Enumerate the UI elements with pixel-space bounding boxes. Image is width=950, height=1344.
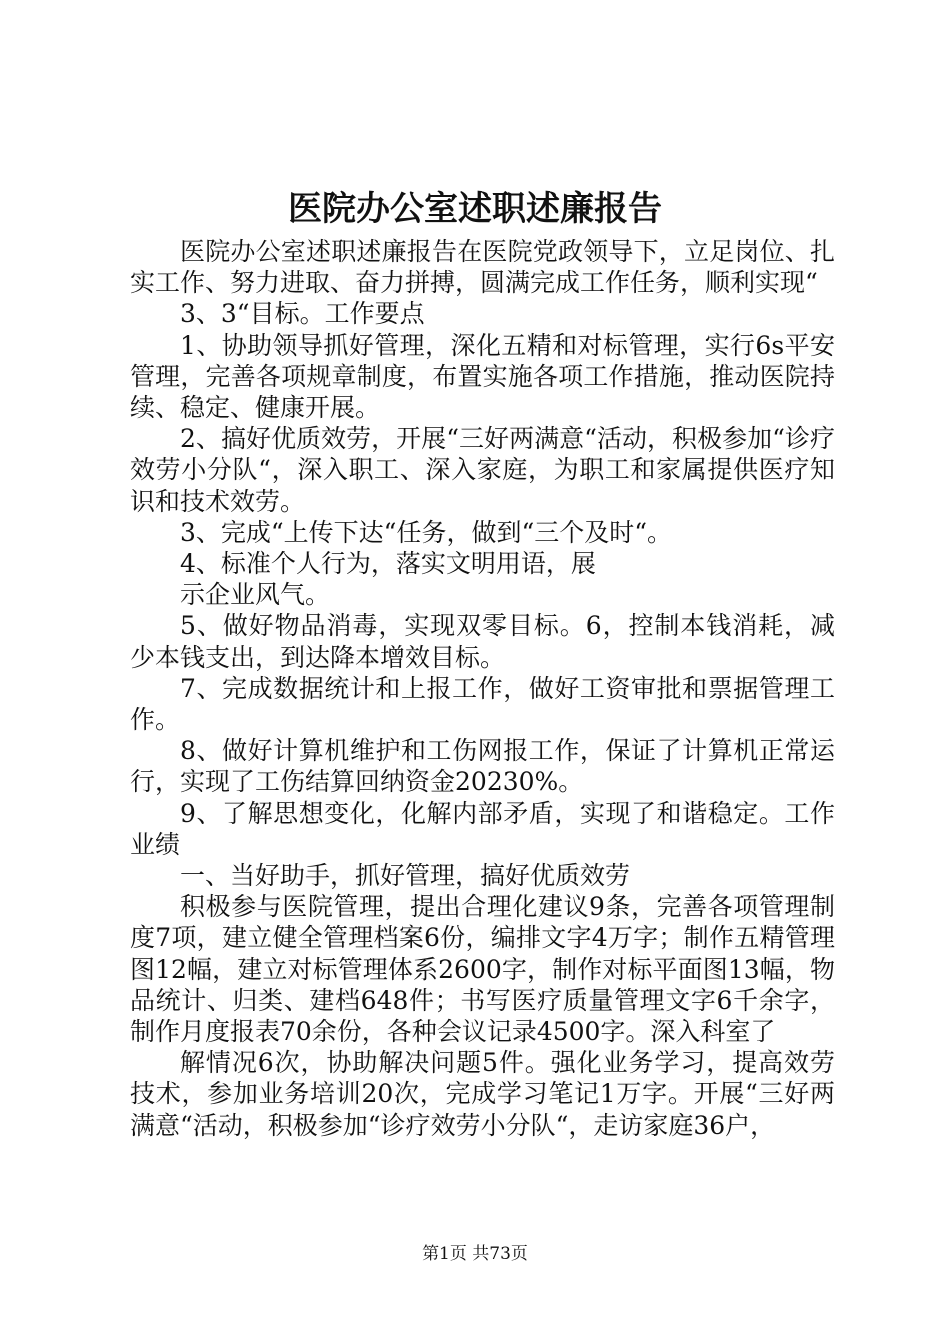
page-number-footer: 第1页 共73页 <box>422 1244 528 1264</box>
paragraph-achievements-continued: 解情况6次，协助解决问题5件。强化业务学习，提高效劳技术，参加业务培训20次，完成学习笔记1万字。开展“三好两满意“活动，积极参加“诊疗效劳小分队“，走访家庭36户， <box>130 1048 835 1140</box>
document-title: 医院办公室述职述廉报告 <box>288 189 662 229</box>
paragraph-point-8: 8、做好计算机维护和工伤网报工作，保证了计算机正常运行，实现了工伤结算回纳资金20230%。 <box>130 736 835 797</box>
paragraph-intro: 医院办公室述职述廉报告在医院党政领导下，立足岗位、扎实工作、努力进取、奋力拼搏，圆满完成工作任务，顺利实现“ <box>130 237 835 298</box>
paragraph-achievements: 积极参与医院管理，提出合理化建议9条，完善各项管理制度7项，建立健全管理档案6份，编排文字4万字；制作五精管理图12幅，建立对标管理体系2600字，制作对标平面图13幅，物品统计、归类、建档648件；书写医疗质量管理文字6千余字，制作月度报表70余份，各种会议记录4500字。深入科室了 <box>130 892 835 1047</box>
paragraph-point-4: 4、标准个人行为，落实文明用语，展 <box>180 549 596 579</box>
paragraph-point-7: 7、完成数据统计和上报工作，做好工资审批和票据管理工作。 <box>130 673 835 735</box>
paragraph-point-4-continued: 示企业风气。 <box>180 580 331 610</box>
section-heading-1: 一、当好助手，抓好管理，搞好优质效劳 <box>180 861 631 891</box>
paragraph-point-1: 1、协助领导抓好管理，深化五精和对标管理，实行6s平安管理，完善各项规章制度，布置实施各项工作措施，推动医院持续、稳定、健康开展。 <box>130 330 835 423</box>
document-body <box>130 236 835 1141</box>
paragraph-goal: 3、3“目标。工作要点 <box>180 299 425 329</box>
paragraph-point-2: 2、搞好优质效劳，开展“三好两满意“活动，积极参加“诊疗效劳小分队“，深入职工、深入家庭，为职工和家属提供医疗知识和技术效劳。 <box>130 424 835 516</box>
paragraph-point-9: 9、了解思想变化，化解内部矛盾，实现了和谐稳定。工作业绩 <box>130 798 835 859</box>
paragraph-point-3: 3、完成“上传下达“任务，做到“三个及时“。 <box>180 517 673 547</box>
paragraph-point-5-6: 5、做好物品消毒，实现双零目标。6，控制本钱消耗，减少本钱支出，到达降本增效目标。 <box>130 611 835 672</box>
